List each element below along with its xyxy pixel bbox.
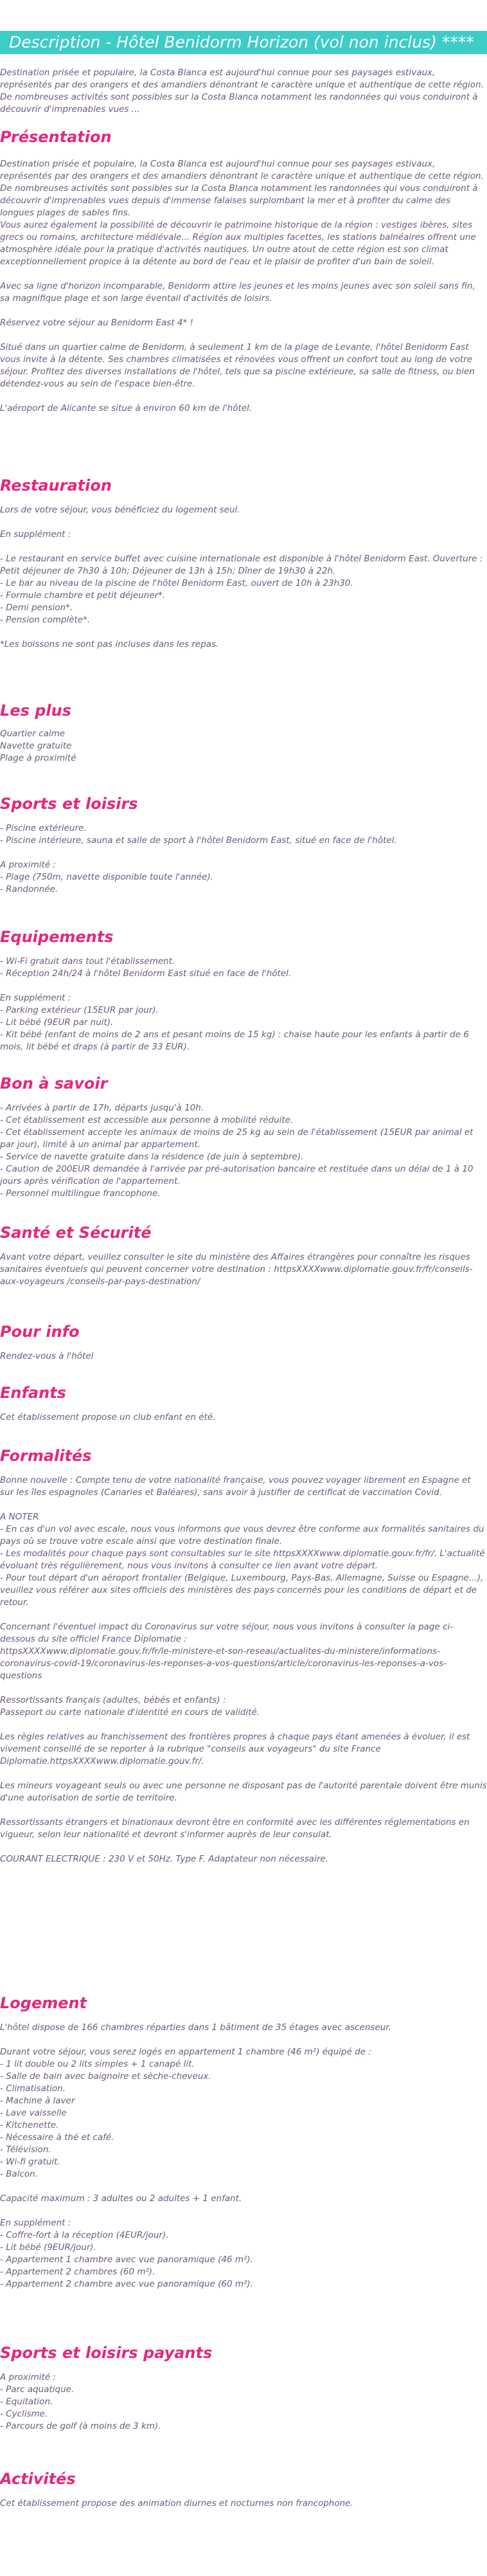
list-item: - Plage (750m, navette disponible toute l'année). <box>0 872 213 882</box>
list-item: - Parcours de golf (à moins de 3 km). <box>0 2421 161 2431</box>
list-item: - Pension complète*. <box>0 615 91 625</box>
list-item: - 1 lit double ou 2 lits simples + 1 canapé lit. <box>0 2059 195 2069</box>
list-item: - Service de navette gratuite dans la résidence (de juin à septembre). <box>0 1152 304 1162</box>
section-equipements <box>0 927 487 1053</box>
paragraph: - En cas d'un vol avec escale, nous vous informons que vous devrez être conforme aux formalités sanitaires du pays où se trouve votre escale ainsi que votre destination finale. <box>0 1524 484 1547</box>
list-item: - Lave vaisselle <box>0 2108 67 2118</box>
list-item: - Balcon. <box>0 2169 38 2179</box>
list-item: L'hôtel dispose de 166 chambres réparties dans 1 bâtiment de 35 étages avec ascenseur. <box>0 2022 391 2033</box>
list-item: - Piscine extérieure. <box>0 823 87 833</box>
list-item: *Les boissons ne sont pas incluses dans les repas. <box>0 639 219 649</box>
list-item: - Equitation. <box>0 2397 53 2407</box>
section-restauration <box>0 476 487 651</box>
paragraph: Avant votre départ, veuillez consulter le site du ministère des Affaires étrangères pour connaître les risques sanitaires éventuels qui peuvent concerner votre destination : httpsXXXXwww.diplomatie.gouv.fr/fr/conseils-aux-voyageurs /conseils-par-pays-destination/ <box>0 1252 473 1287</box>
list-item: - Cet établissement est accessible aux personne à mobilité réduite. <box>0 1115 294 1125</box>
paragraph: Concernant l'éventuel impact du Coronavirus sur votre séjour, nous vous invitons à consulter la page ci-dessous du site officiel France Diplomatie : <box>0 1622 454 1644</box>
section-activites <box>0 2469 487 2510</box>
section-logement <box>0 1993 487 2290</box>
list-item: A proximité : <box>0 860 56 870</box>
section-title: Sports et loisirs <box>0 795 138 813</box>
section-title: Equipements <box>0 928 114 946</box>
list-item: - Demi pension*. <box>0 603 73 613</box>
paragraph: L'aéroport de Alicante se situe à environ 60 km de l'hôtel. <box>0 403 252 413</box>
section-enfants <box>0 1383 487 1424</box>
paragraph: Bonne nouvelle : Compte tenu de votre nationalité française, vous pouvez voyager librement en Espagne et sur les îles espagnoles (Canaries et Baléares), sans avoir à justifier de certificat de vaccination Covid. <box>0 1475 471 1498</box>
list-item: Lors de votre séjour, vous bénéficiez du logement seul. <box>0 505 240 515</box>
list-item: - Le bar au niveau de la piscine de l'hôtel Benidorm East, ouvert de 10h à 23h30. <box>0 578 353 588</box>
section-title: Les plus <box>0 702 71 720</box>
list-item: - Lit bébé (9EUR par nuit). <box>0 1017 114 1028</box>
list-item: - Parking extérieur (15EUR par jour). <box>0 1005 159 1015</box>
list-item: Capacité maximum : 3 adultes ou 2 adultes + 1 enfant. <box>0 2193 242 2204</box>
list-item: - Appartement 1 chambre avec vue panoramique (46 m²). <box>0 2254 253 2265</box>
page-title: Description - Hôtel Benidorm Horizon (vol non inclus) **** <box>0 31 487 54</box>
list-item: - Réception 24h/24 à l'hôtel Benidorm East situé en face de l'hôtel. <box>0 968 292 979</box>
section-title: Activités <box>0 2470 76 2488</box>
section-formalites <box>0 1446 487 1865</box>
section-presentation <box>0 127 487 415</box>
section-title: Enfants <box>0 1384 66 1402</box>
paragraph: Cet établissement propose des animation diurnes et nocturnes non francophone. <box>0 2498 353 2508</box>
paragraph: Rendez-vous à l'hôtel <box>0 1351 94 1361</box>
section-title: Logement <box>0 1994 87 2012</box>
paragraph: - Pour tout départ d'un aéroport frontalier (Belgique, Luxembourg, Pays-Bas, Allemagne, Suisse ou Espagne...), veuillez vous référer aux sites officiels des ministères des pays concernés pour les conditions de départ et de retour. <box>0 1573 484 1608</box>
section-title: Pour info <box>0 1323 80 1341</box>
list-item: - Le restaurant en service buffet avec cuisine internationale est disponible à l'hôtel Benidorm East. Ouverture : Petit déjeuner de 7h30 à 10h; Déjeuner de 13h à 15h; Dîner de 19h30 à 22h. <box>0 554 483 576</box>
list-item: - Cyclisme. <box>0 2409 48 2419</box>
paragraph: Ressortissants français (adultes, bébés et enfants) : <box>0 1695 226 1705</box>
paragraph: Situé dans un quartier calme de Benidorm, à seulement 1 km de la plage de Levante, l'hôtel Benidorm East vous invite à la détente. Ses chambres climatisées et rénovées vous offrent un confort tout au long de votre séjour. Profitez des diverses installations de l'hôtel, tels que sa piscine extérieure, sa salle de fitness, ou bien détendez-vous au sein de l'espace bien-être. <box>0 342 475 389</box>
list-item: - Kitchenette. <box>0 2120 59 2130</box>
list-item: - Wi-Fi gratuit dans tout l'établissement. <box>0 956 175 966</box>
section-info <box>0 1322 487 1363</box>
list-item: Durant votre séjour, vous serez logés en appartement 1 chambre (46 m²) équipé de : <box>0 2047 371 2057</box>
list-item: Plage à proximité <box>0 753 76 763</box>
paragraph: A NOTER <box>0 1512 39 1522</box>
list-item: - Climatisation. <box>0 2083 66 2094</box>
paragraph: Les mineurs voyageant seuls ou avec une personne ne disposant pas de l'autorité parentale doivent être munis d'une autorisation de sortie de territoire. <box>0 1781 487 1803</box>
intro-text: Destination prisée et populaire, la Costa Blanca est aujourd'hui connue pour ses paysages estivaux, représentés par des orangers et des amandiers dénontrant le caractère unique et authentique de cette région. De nombreuses activités sont possibles sur la Costa Blanca notamment les randonnées qui vous conduiront à découvrir d'imprenables vues ... <box>0 68 484 114</box>
section-plus <box>0 701 487 765</box>
list-item: Quartier calme <box>0 729 66 739</box>
list-item: - Piscine intérieure, sauna et salle de sport à l'hôtel Benidorm East, situé en face de l'hôtel. <box>0 835 397 846</box>
list-item: - Randonnée. <box>0 884 58 894</box>
section-sante <box>0 1223 487 1288</box>
list-item: En supplément : <box>0 993 71 1003</box>
paragraph: Cet établissement propose un club enfant en été. <box>0 1412 216 1422</box>
section-savoir <box>0 1074 487 1200</box>
section-sports <box>0 794 487 896</box>
section-payants <box>0 2343 487 2433</box>
list-item: - Caution de 200EUR demandée à l'arrivée par pré-autorisation bancaire et restituée dans un délai de 1 à 10 jours après vérification de l'appartement. <box>0 1164 474 1186</box>
intro-block <box>0 67 487 116</box>
list-item: En supplément : <box>0 529 71 540</box>
paragraph: Réservez votre séjour au Benidorm East 4* ! <box>0 318 193 328</box>
paragraph: Les règles relatives au franchissement des frontières propres à chaque pays étant amenées à évoluer, il est vivement conseillé de se reporter à la rubrique "conseils aux voyageurs" du site France Diplomatie.httpsXXXXwww.diplomatie.gouv.fr/. <box>0 1732 470 1766</box>
section-title: Santé et Sécurité <box>0 1224 152 1242</box>
paragraph: Avec sa ligne d'horizon incomparable, Benidorm attire les jeunes et les moins jeunes avec son soleil sans fin, sa magnifique plage et son large éventail d'activités de loisirs. <box>0 281 475 304</box>
list-item: - Parc aquatique. <box>0 2384 75 2395</box>
list-item: - Lit bébé (9EUR/jour). <box>0 2242 96 2253</box>
list-item: En supplément : <box>0 2218 71 2228</box>
list-item: - Nécessaire à thé et café. <box>0 2132 114 2143</box>
paragraph: - Les modalités pour chaque pays sont consultables sur le site httpsXXXXwww.diplomatie.gouv.fr/fr/. L'actualité évoluant très régulièrement, nous vous invitons à consulter ce lien avant votre départ. <box>0 1548 485 1571</box>
paragraph: Vous aurez également la possibilité de découvrir le patrimoine historique de la région : vestiges ibères, sites grecs ou romains, architecture médiévale... Région aux multiples facettes, les stations balnéaires offrent une atmosphère idéale pour la pratique d'activités nautiques. Un outre atout de cette région est son climat exceptionnellement propice à la détente au bord de l'eau et le plaisir de profiter d'un bain de soleil. <box>0 220 476 267</box>
list-item: - Appartement 2 chambres (60 m²). <box>0 2267 155 2277</box>
list-item: - Personnel multilingue francophone. <box>0 1188 161 1199</box>
list-item: A proximité : <box>0 2372 56 2382</box>
list-item: - Appartement 2 chambre avec vue panoramique (60 m²). <box>0 2279 253 2289</box>
paragraph: Ressortissants étrangers et binationaux devront être en conformité avec les différentes réglementations en vigueur, selon leur nationalité et devront s'informer auprès de leur consulat. <box>0 1817 470 1840</box>
section-title: Bon à savoir <box>0 1075 108 1093</box>
section-title: Restauration <box>0 476 112 494</box>
list-item: - Formule chambre et petit déjeuner*. <box>0 590 166 601</box>
section-title: Sports et loisirs payants <box>0 2344 213 2362</box>
list-item: Navette gratuite <box>0 741 72 751</box>
list-item: - Kit bébé (enfant de moins de 2 ans et pesant moins de 15 kg) : chaise haute pour les enfants à partir de 6 mois, lit bébé et draps (à partir de 33 EUR). <box>0 1029 469 1052</box>
list-item: - Machine à laver <box>0 2096 75 2106</box>
list-item: - Arrivées à partir de 17h, départs jusqu'à 10h. <box>0 1103 204 1113</box>
section-title: Formalités <box>0 1447 92 1465</box>
list-item: - Wi-fi gratuit. <box>0 2157 60 2167</box>
paragraph: httpsXXXXwww.diplomatie.gouv.fr/fr/le-ministere-et-son-reseau/actualites-du-ministere/informations-coronavirus-covid-19/coronavirus-les-reponses-a-vos-questions/article/coronavirus-les-reponses-a-vos-questions <box>0 1646 447 1681</box>
list-item: - Télévision. <box>0 2145 51 2155</box>
paragraph: Passeport ou carte nationale d'identité en cours de validité. <box>0 1707 260 1718</box>
list-item: - Cet établissement accepte les animaux de moins de 25 kg au sein de l'établissement (15EUR par animal et par jour), limité à un animal par appartement. <box>0 1127 474 1150</box>
paragraph: Destination prisée et populaire, la Costa Blanca est aujourd'hui connue pour ses paysages estivaux, représentés par des orangers et des amandiers dénontrant le caractère unique et authentique de cette région. De nombreuses activités sont possibles sur la Costa Blanca notamment les randonnées qui vous conduiront à découvrir d'imprenables vues depuis d'immense falaises surplombant la mer et à profiter du calme des longues plages de sables fins. <box>0 159 484 218</box>
section-title: Présentation <box>0 128 112 146</box>
list-item: - Salle de bain avec baignoire et sèche-cheveux. <box>0 2071 211 2082</box>
paragraph: COURANT ELECTRIQUE : 230 V et 50Hz. Type F. Adaptateur non nécessaire. <box>0 1854 328 1864</box>
list-item: - Coffre-fort à la réception (4EUR/jour). <box>0 2230 169 2240</box>
